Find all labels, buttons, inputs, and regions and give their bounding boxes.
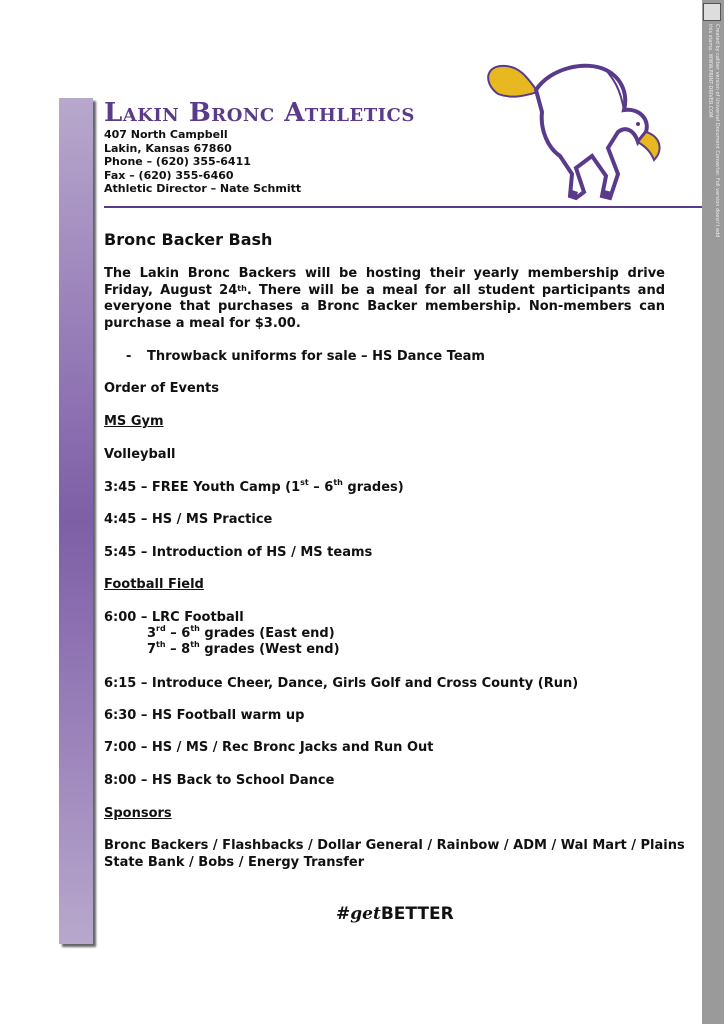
sup: rd [156, 624, 166, 633]
text: grades (West end) [199, 642, 340, 657]
para-sup: th [237, 283, 247, 293]
address-line: 407 North Campbell [104, 128, 228, 141]
text: – 6 [165, 626, 191, 641]
text: 3:45 – FREE Youth Camp (1 [104, 480, 301, 495]
phone-line: Phone – (620) 355-6411 [104, 155, 251, 168]
header-rule [104, 206, 702, 208]
document-icon [703, 3, 721, 21]
address-line: Lakin, Kansas 67860 [104, 141, 232, 155]
sponsors-heading: Sponsors [104, 806, 172, 821]
watermark-text: Created by caliber version of Universal Document Converter. Full version doesn't add this stamp. WWW.PRINT-DRIVER.COM [707, 24, 720, 238]
bullet-item: Throwback uniforms for sale – HS Dance Team [147, 349, 485, 364]
bold-word: BETTER [380, 904, 454, 924]
football-field-heading: Football Field [104, 577, 204, 592]
address-block [104, 128, 301, 196]
bullet-dash: - [126, 349, 132, 364]
event-title: Bronc Backer Bash [104, 230, 273, 249]
bronc-horse-logo [478, 52, 666, 202]
watermark-strip [702, 0, 724, 1024]
sponsors-line: Bronc Backers / Flashbacks / Dollar General / Rainbow / ADM / Wal Mart / Plains [104, 838, 685, 853]
event-description [104, 266, 665, 332]
ms-gym-heading: MS Gym [104, 414, 164, 429]
director-line: Athletic Director – Nate Schmitt [104, 182, 302, 195]
sup: th [190, 640, 200, 649]
text: 3 [147, 626, 157, 641]
para-text: The Lakin Bronc Backers will be hosting their yearly membership drive Friday, August 24 [104, 266, 665, 298]
volleyball-label: Volleyball [104, 447, 176, 462]
lrc-west [147, 642, 340, 657]
org-title: Lakin Bronc Athletics [104, 98, 415, 128]
text: 7 [147, 642, 157, 657]
script-word: get [350, 904, 381, 924]
order-heading: Order of Events [104, 381, 220, 396]
schedule-intro-teams: 5:45 – Introduction of HS / MS teams [104, 545, 373, 560]
schedule-youth-camp [104, 480, 404, 495]
hashtag [336, 904, 454, 924]
para-text: . There will be a meal for all student participants and everyone that purchases a Bronc Backer membership. Non-members can purchase a meal for $3.00. [104, 282, 665, 331]
schedule-dance: 8:00 – HS Back to School Dance [104, 773, 335, 788]
text: grades (East end) [199, 626, 335, 641]
text: grades) [342, 480, 404, 495]
text: – 6 [308, 480, 334, 495]
sup: th [156, 640, 166, 649]
schedule-cheer: 6:15 – Introduce Cheer, Dance, Girls Golf and Cross County (Run) [104, 676, 579, 691]
schedule-runout: 7:00 – HS / MS / Rec Bronc Jacks and Run Out [104, 740, 434, 755]
sup: st [300, 478, 309, 487]
decorative-sidebar [59, 98, 93, 944]
fax-line: Fax – (620) 355-6460 [104, 168, 234, 182]
schedule-practice: 4:45 – HS / MS Practice [104, 512, 273, 527]
schedule-warmup: 6:30 – HS Football warm up [104, 708, 305, 723]
sup: th [333, 478, 343, 487]
sponsors-line: State Bank / Bobs / Energy Transfer [104, 855, 365, 870]
sup: th [190, 624, 200, 633]
lrc-east [147, 626, 335, 641]
hash: # [336, 904, 351, 924]
schedule-lrc: 6:00 – LRC Football [104, 610, 244, 625]
text: – 8 [165, 642, 191, 657]
